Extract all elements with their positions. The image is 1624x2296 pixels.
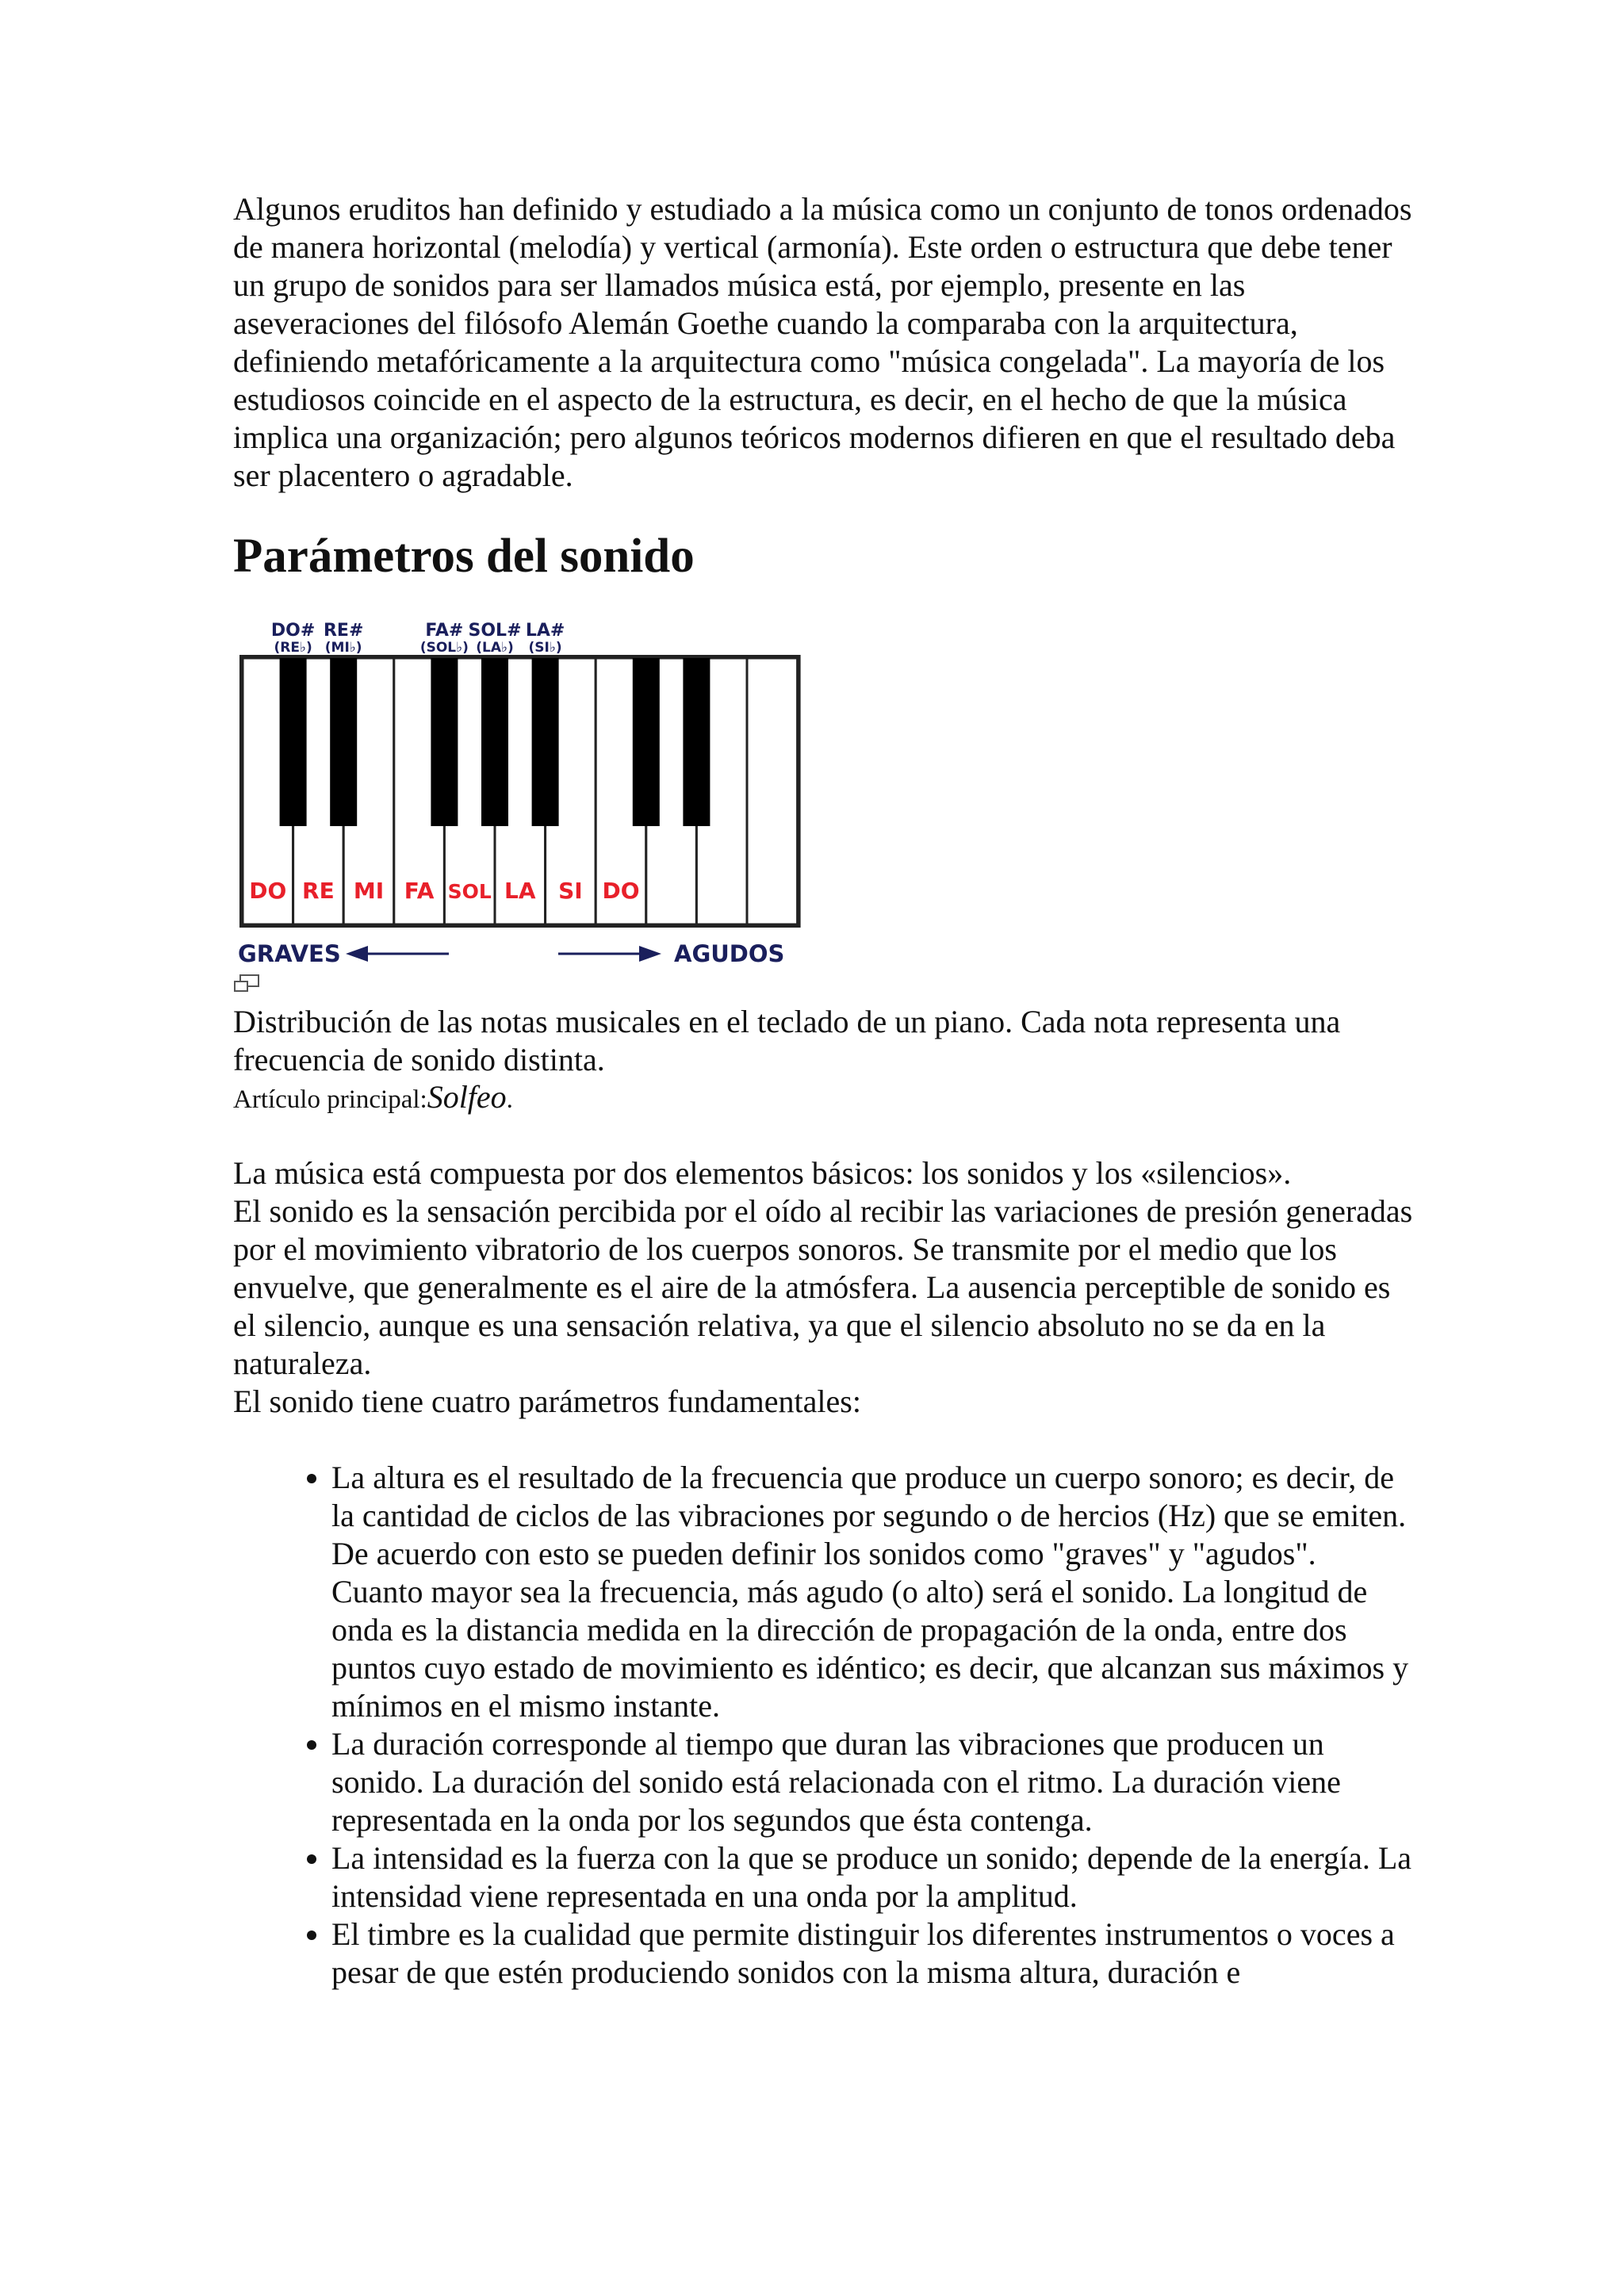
black-key xyxy=(532,658,559,826)
intro-paragraph: Algunos eruditos han definido y estudiado a la música como un conjunto de tonos ordenados de manera horizontal (melodía) y vertical (armonía). Este orden o estructura que debe tener un grupo de sonidos para ser llamados música está, por ejemplo, presente en las aseveraciones del filósofo Alemán Goethe cuando la comparaba con la arquitectura, definiendo metafóricamente a la arquitectura como "música congelada". La mayoría de los estudiosos coincide en el aspecto de la estructura, es decir, en el hecho de que la música implica una organización; pero algunos teóricos modernos difieren en que el resultado deba ser placentero o agradable. xyxy=(233,191,1412,493)
document-page xyxy=(233,190,1415,1992)
note-label: LA xyxy=(504,878,536,904)
flat-note-label: (LA♭) xyxy=(476,640,514,656)
paragraph-elements: La música está compuesta por dos elementos básicos: los sonidos y los «silencios». xyxy=(233,1155,1292,1191)
paragraph-sound: El sonido es la sensación percibida por el oído al recibir las variaciones de presión generadas por el movimiento vibratorio de los cuerpos sonoros. Se transmite por el medio que los envuelve, que generalmente es el aire de la atmósfera. La ausencia perceptible de sonido es el silencio, aunque es una sensación relativa, ya que el silencio absoluto no se da en la naturaleza. xyxy=(233,1193,1413,1381)
flat-note-label: (SI♭) xyxy=(528,640,562,656)
agudos-arrow-head xyxy=(639,946,661,962)
enlarge-icon[interactable] xyxy=(233,974,260,994)
black-key xyxy=(330,658,357,826)
list-item: • La altura es el resultado de la frecuencia que produce un cuerpo sonoro; es decir, de la cantidad de ciclos de las vibraciones por segundo o de hercios (Hz) que se emiten. De acuerdo con esto se pueden definir los sonidos como "graves" y "agudos". Cuanto mayor sea la frecuencia, más agudo (o alto) será el sonido. La longitud de onda es la distancia medida en la dirección de propagación de la onda, entre dos puntos cuyo estado de movimiento es idéntico; es decir, que alcanzan sus máximos y mínimos en el mismo instante. xyxy=(331,1459,1415,1725)
black-key xyxy=(431,658,458,826)
paragraph-parameters-intro: El sonido tiene cuatro parámetros fundamentales: xyxy=(233,1383,861,1419)
black-key xyxy=(481,658,508,826)
sharp-note-label: SOL# xyxy=(468,621,522,641)
list-item: • La intensidad es la fuerza con la que se produce un sonido; depende de la energía. La intensidad viene representada en una onda por la amplitud. xyxy=(331,1839,1415,1915)
sharp-note-label: RE# xyxy=(323,621,364,641)
flat-note-label: (MI♭) xyxy=(324,640,362,656)
main-article-prefix: Artículo principal: xyxy=(233,1085,427,1114)
solfeo-link[interactable]: Solfeo xyxy=(427,1079,507,1115)
sharp-note-label: LA# xyxy=(525,621,565,641)
piano-keyboard-diagram xyxy=(233,617,804,974)
figure-caption: Distribución de las notas musicales en el teclado de un piano. Cada nota representa una frecuencia de sonido distinta. xyxy=(233,1004,1341,1077)
graves-arrow-head xyxy=(346,946,368,962)
black-key xyxy=(683,658,710,826)
note-label: DO xyxy=(249,878,287,904)
agudos-label: AGUDOS xyxy=(674,940,785,967)
main-article-note xyxy=(233,1079,1415,1118)
flat-note-label: (RE♭) xyxy=(274,640,312,656)
parameters-list xyxy=(233,1459,1415,1992)
note-label: FA xyxy=(404,878,435,904)
white-key xyxy=(747,658,798,924)
sharp-note-label: FA# xyxy=(425,621,464,641)
list-item: • El timbre es la cualidad que permite distinguir los diferentes instrumentos o voces a pesar de que estén produciendo sonidos con la misma altura, duración e xyxy=(331,1915,1415,1992)
graves-label: GRAVES xyxy=(238,940,341,967)
sharp-note-label: DO# xyxy=(270,621,316,641)
flat-note-label: (SOL♭) xyxy=(419,640,469,656)
section-heading: Parámetros del sonido xyxy=(233,530,695,583)
black-key xyxy=(280,658,307,826)
note-label: SI xyxy=(558,878,583,904)
note-label: DO xyxy=(602,878,640,904)
black-key xyxy=(633,658,660,826)
note-label: MI xyxy=(353,878,385,904)
main-article-suffix: . xyxy=(506,1085,513,1114)
note-label: SOL xyxy=(447,880,492,903)
note-label: RE xyxy=(302,878,335,904)
list-item: • La duración corresponde al tiempo que duran las vibraciones que producen un sonido. La duración del sonido está relacionada con el ritmo. La duración viene representada en la onda por los segundos que ésta contenga. xyxy=(331,1725,1415,1839)
piano-keyboard-figure xyxy=(233,617,804,1001)
